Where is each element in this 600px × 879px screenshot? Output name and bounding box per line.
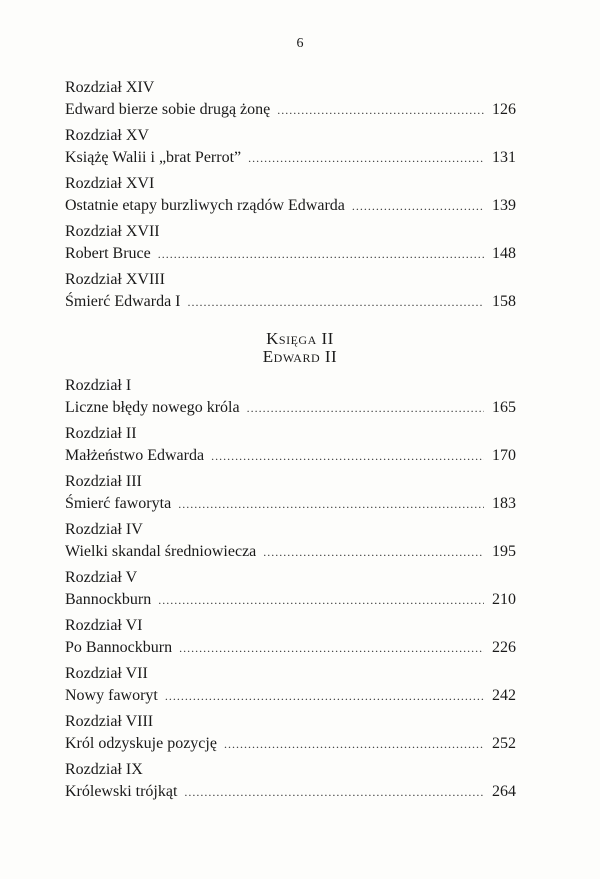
chapter-title: Śmierć faworyta — [65, 495, 172, 512]
page-number: 6 — [296, 36, 304, 51]
dot-leader — [277, 99, 484, 121]
chapter-label: Rozdział II — [65, 425, 137, 442]
chapter-title: Ostatnie etapy burzliwych rządów Edwarda — [65, 197, 345, 214]
toc-entry — [65, 615, 516, 659]
page-ref: 242 — [492, 687, 516, 704]
dot-leader — [224, 733, 484, 755]
chapter-label: Rozdział XIV — [65, 79, 155, 96]
toc-title-line — [65, 243, 516, 265]
book-title: Księga II — [266, 329, 334, 348]
dot-leader — [188, 291, 484, 313]
chapter-label: Rozdział XVI — [65, 175, 155, 192]
toc-entry — [65, 269, 516, 313]
toc-entry — [65, 173, 516, 217]
chapter-title: Wielki skandal średniowiecza — [65, 543, 257, 560]
dot-leader — [165, 685, 484, 707]
chapter-title: Śmierć Edwarda I — [65, 293, 181, 310]
toc-entry — [65, 759, 516, 803]
toc-title-line — [65, 781, 516, 803]
toc-title-line — [65, 397, 516, 419]
toc-title-line — [65, 589, 516, 611]
dot-leader — [247, 397, 484, 419]
page-ref: 158 — [492, 293, 516, 310]
chapter-label: Rozdział XVIII — [65, 271, 165, 288]
toc-title-line — [65, 685, 516, 707]
chapter-title: Król odzyskuje pozycję — [65, 735, 217, 752]
page-ref: 183 — [492, 495, 516, 512]
page-ref: 264 — [492, 783, 516, 800]
chapter-label: Rozdział V — [65, 569, 138, 586]
toc-entry — [65, 711, 516, 755]
chapter-label: Rozdział IX — [65, 761, 143, 778]
book-subtitle: Edward II — [262, 347, 338, 366]
page-ref: 148 — [492, 245, 516, 262]
chapter-title: Bannockburn — [65, 591, 152, 608]
toc-entry — [65, 519, 516, 563]
chapter-title: Książę Walii i „brat Perrot” — [65, 149, 242, 166]
page-ref: 126 — [492, 101, 516, 118]
toc-entry — [65, 471, 516, 515]
chapter-label: Rozdział VIII — [65, 713, 154, 730]
toc-title-line — [65, 733, 516, 755]
toc-entry — [65, 221, 516, 265]
dot-leader — [179, 637, 484, 659]
dot-leader — [248, 147, 484, 169]
toc-title-line — [65, 195, 516, 217]
dot-leader — [184, 781, 484, 803]
chapter-label: Rozdział IV — [65, 521, 143, 538]
chapter-label: Rozdział XVII — [65, 223, 160, 240]
toc-title-line — [65, 445, 516, 467]
toc-entry — [65, 423, 516, 467]
chapter-title: Po Bannockburn — [65, 639, 173, 656]
page-ref: 165 — [492, 399, 516, 416]
toc-entry — [65, 663, 516, 707]
page-ref: 252 — [492, 735, 516, 752]
dot-leader — [352, 195, 484, 217]
page-ref: 170 — [492, 447, 516, 464]
toc-entry — [65, 375, 516, 419]
chapter-title: Nowy faworyt — [65, 687, 158, 704]
page-ref: 139 — [492, 197, 516, 214]
chapter-label: Rozdział III — [65, 473, 142, 490]
toc-title-line — [65, 147, 516, 169]
chapter-label: Rozdział I — [65, 377, 132, 394]
chapter-title: Małżeństwo Edwarda — [65, 447, 205, 464]
chapter-label: Rozdział XV — [65, 127, 149, 144]
toc-title-line — [65, 493, 516, 515]
dot-leader — [263, 541, 484, 563]
chapter-label: Rozdział VII — [65, 665, 148, 682]
dot-leader — [158, 589, 484, 611]
dot-leader — [211, 445, 484, 467]
page-ref: 195 — [492, 543, 516, 560]
chapter-title: Robert Bruce — [65, 245, 151, 262]
dot-leader — [158, 243, 484, 265]
page-ref: 131 — [492, 149, 516, 166]
toc-title-line — [65, 291, 516, 313]
toc-entry — [65, 77, 516, 121]
chapter-title: Liczne błędy nowego króla — [65, 399, 240, 416]
toc-title-line — [65, 637, 516, 659]
toc-title-line — [65, 99, 516, 121]
chapter-label: Rozdział VI — [65, 617, 143, 634]
page-ref: 210 — [492, 591, 516, 608]
chapter-title: Edward bierze sobie drugą żonę — [65, 101, 271, 118]
toc-entry — [65, 125, 516, 169]
dot-leader — [178, 493, 484, 515]
page-ref: 226 — [492, 639, 516, 656]
chapter-title: Królewski trójkąt — [65, 783, 178, 800]
toc-title-line — [65, 541, 516, 563]
toc-entry — [65, 567, 516, 611]
